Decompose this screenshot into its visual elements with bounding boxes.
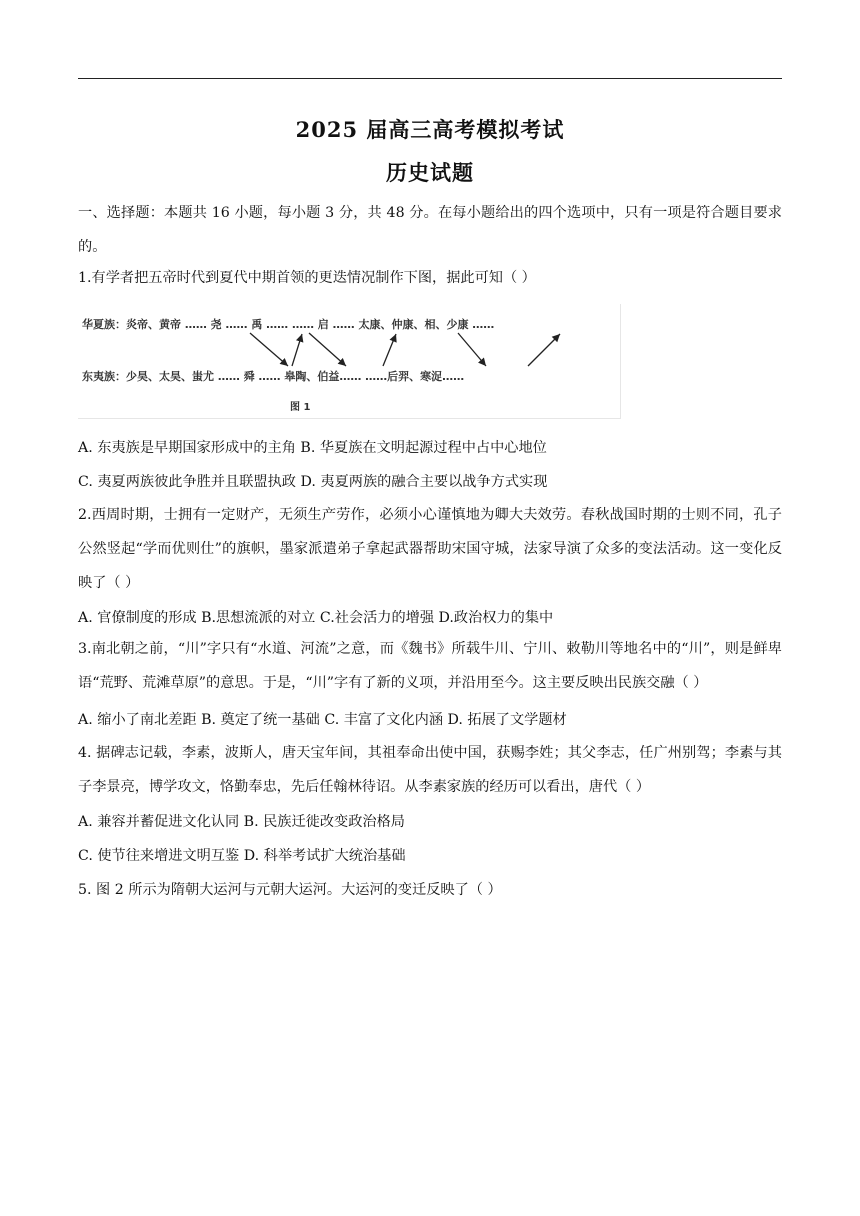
question-3-options: A. 缩小了南北差距 B. 奠定了统一基础 C. 丰富了文化内涵 D. 拓展了文学题材	[78, 712, 567, 728]
figure-1	[78, 304, 621, 419]
arrow-boyi-to-qi	[383, 334, 396, 366]
question-4-options-cd: C. 使节往来增进文明互鉴 D. 科举考试扩大统治基础	[78, 848, 406, 864]
arrow-yu-to-gaotao	[309, 333, 346, 366]
question-1-stem: 1.有学者把五帝时代到夏代中期首领的更迭情况制作下图，据此可知（ ）	[78, 270, 536, 286]
question-4-options-ab: A. 兼容并蓄促进文化认同 B. 民族迁徙改变政治格局	[78, 814, 405, 830]
header-rule	[78, 78, 782, 79]
question-2-stem: 2.西周时期，士拥有一定财产，无须生产劳作，必须小心谨慎地为卿大夫效劳。春秋战国时期的士则不同，孔子公然竖起“学而优则仕”的旗帜，墨家派遣弟子拿起武器帮助宋国守城，法家导演了众多的变法活动。这一变化反映了（ ）	[78, 507, 782, 591]
question-4-stem: 4. 据碑志记载，李素，波斯人，唐天宝年间，其祖奉命出使中国，获赐李姓；其父李志，任广州别驾；李素与其子李景亮，博学攻文，恪勤奉忠，先后任翰林待诏。从李素家族的经历可以看出，唐代（ ）	[78, 745, 782, 795]
section-intro: 一、选择题：本题共 16 小题，每小题 3 分，共 48 分。在每小题给出的四个选项中，只有一项是符合题目要求的。	[78, 205, 782, 255]
arrow-taikang-to-houyi	[458, 333, 486, 366]
arrow-shun-to-yu	[292, 334, 302, 366]
figure-1-row-dongyi: 东夷族：少昊、太昊、蚩尤 …… 舜 …… 皋陶、伯益…… ……后羿、寒浞……	[82, 370, 465, 383]
exam-subtitle: 历史试题	[386, 160, 474, 185]
arrow-yao-to-shun	[250, 333, 288, 366]
question-1-options-ab: A. 东夷族是早期国家形成中的主角 B. 华夏族在文明起源过程中占中心地位	[78, 440, 547, 456]
figure-1-diagram	[78, 304, 620, 418]
arrow-hanzhuo-to-shaokang	[528, 334, 560, 366]
question-3-stem: 3.南北朝之前，“川”字只有“水道、河流”之意，而《魏书》所载牛川、宁川、敕勒川等地名中的“川”，则是鲜卑语“荒野、荒滩草原”的意思。于是，“川”字有了新的义项，并沿用至今。这主要反映出民族交融（ ）	[78, 641, 782, 691]
question-2-options: A. 官僚制度的形成 B.思想流派的对立 C.社会活力的增强 D.政治权力的集中	[78, 610, 554, 626]
exam-title: 2025 届高三高考模拟考试	[295, 117, 565, 142]
figure-1-row-huaxia: 华夏族：炎帝、黄帝 …… 尧 …… 禹 …… …… 启 …… 太康、仲康、相、少康 ……	[82, 318, 495, 331]
question-5-stem: 5. 图 2 所示为隋朝大运河与元朝大运河。大运河的变迁反映了（ ）	[78, 882, 502, 898]
question-1-options-cd: C. 夷夏两族彼此争胜并且联盟执政 D. 夷夏两族的融合主要以战争方式实现	[78, 474, 548, 490]
figure-1-caption: 图 1	[290, 402, 311, 413]
